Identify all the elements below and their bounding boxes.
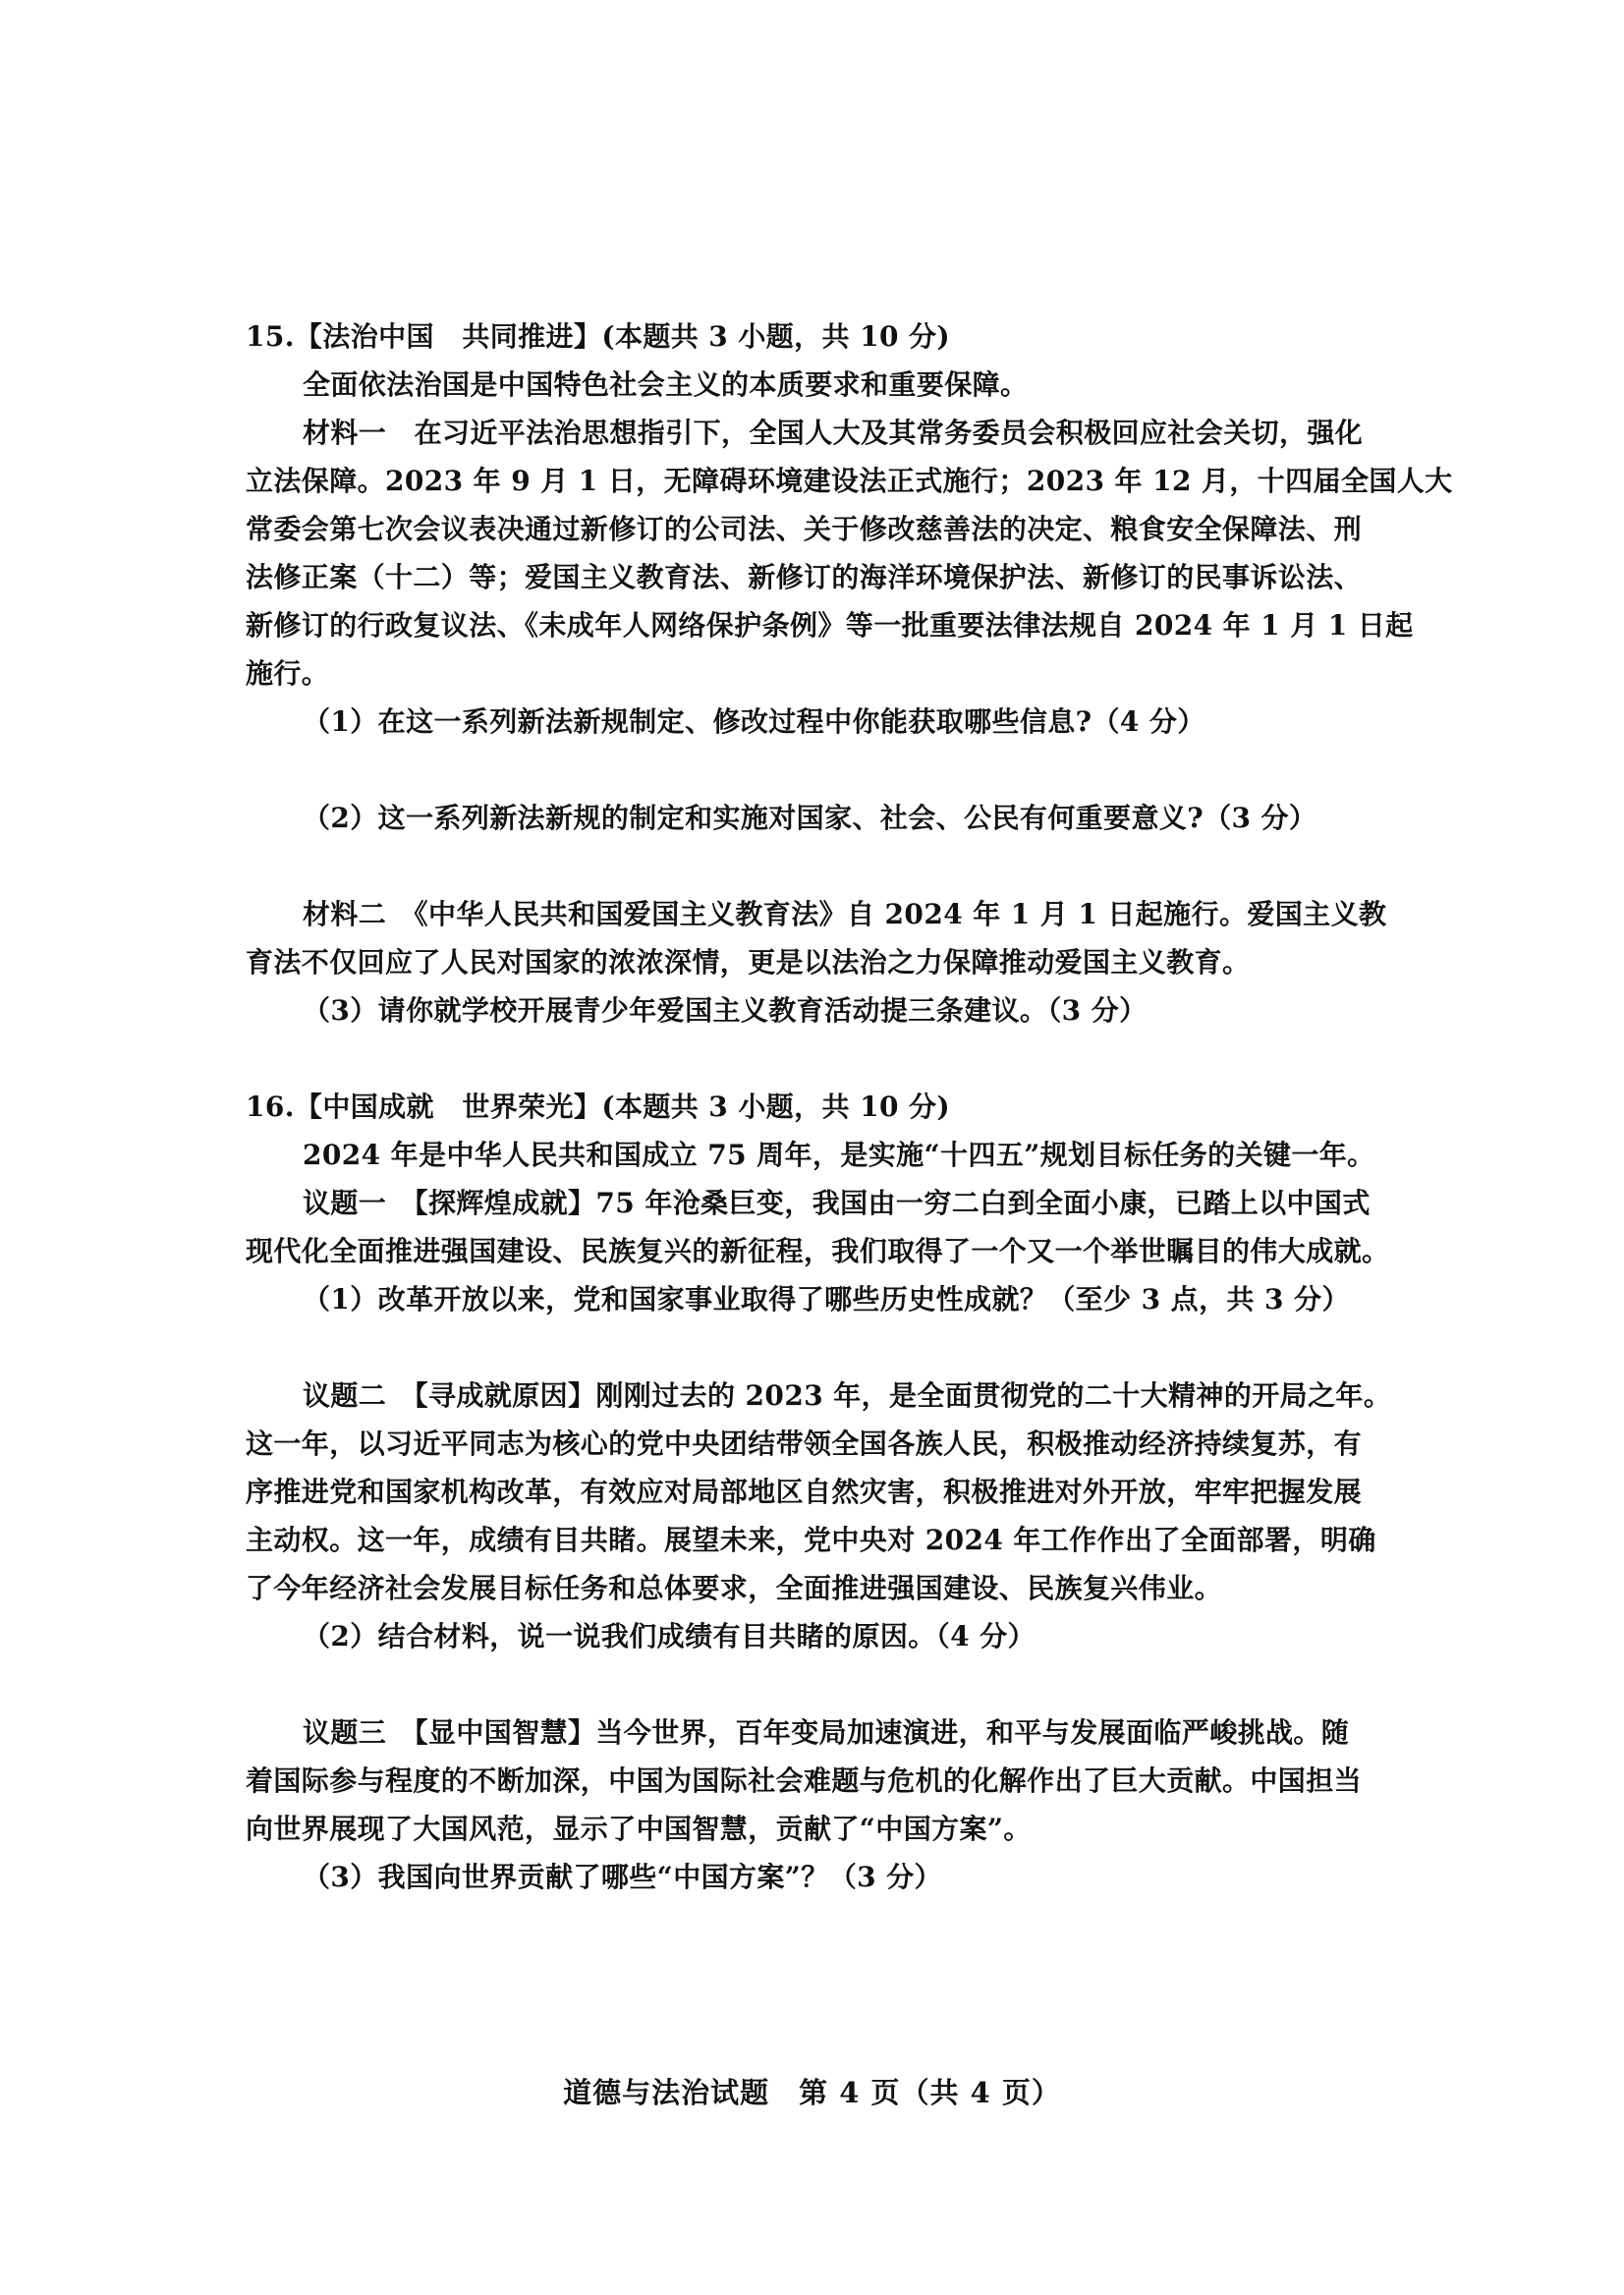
q15-header: 15.【法治中国 共同推进】(本题共 3 小题，共 10 分): [246, 320, 951, 353]
q15-material1-line: 材料一 在习近平法治思想指引下，全国人大及其常务委员会积极回应社会关切，强化: [303, 417, 1364, 449]
answer-space: [246, 842, 1395, 890]
q15-intro: 全面依法治国是中国特色社会主义的本质要求和重要保障。: [303, 368, 1029, 401]
q16-sub-question-2: （2）结合材料，说一说我们成绩有目共睹的原因。（4 分）: [303, 1620, 1036, 1652]
q16-topic1-line: 现代化全面推进强国建设、民族复兴的新征程，我们取得了一个又一个举世瞩目的伟大成就。: [246, 1235, 1390, 1267]
answer-space: [246, 1323, 1395, 1371]
q15-material1-line: 新修订的行政复议法、《未成年人网络保护条例》等一批重要法律法规自 2024 年 1 月 1 日起: [246, 609, 1414, 642]
q15-material2-line: 材料二 《中华人民共和国爱国主义教育法》自 2024 年 1 月 1 日起施行。爱国主义教: [303, 898, 1387, 930]
q16-intro: 2024 年是中华人民共和国成立 75 周年，是实施“十四五”规划目标任务的关键一年。: [303, 1139, 1375, 1171]
q16-sub-question-1: （1）改革开放以来，党和国家事业取得了哪些历史性成就？（至少 3 点，共 3 分）: [303, 1283, 1350, 1315]
q15-material2-line: 育法不仅回应了人民对国家的浓浓深情，更是以法治之力保障推动爱国主义教育。: [246, 946, 1251, 979]
page-footer: 道德与法治试题 第 4 页（共 4 页）: [563, 2076, 1061, 2109]
q16-topic1-line: 议题一 【探辉煌成就】75 年沧桑巨变，我国由一穷二白到全面小康，已踏上以中国式: [303, 1187, 1371, 1219]
q16-header: 16.【中国成就 世界荣光】(本题共 3 小题，共 10 分): [246, 1091, 951, 1123]
q15-material1-line: 常委会第七次会议表决通过新修订的公司法、关于修改慈善法的决定、粮食安全保障法、刑: [246, 513, 1363, 545]
q16-sub-question-3: （3）我国向世界贡献了哪些“中国方案”？（3 分）: [303, 1861, 942, 1893]
page-content: [246, 312, 1453, 1901]
q16-topic2-line: 议题二 【寻成就原因】刚刚过去的 2023 年，是全面贯彻党的二十大精神的开局之年。: [303, 1379, 1392, 1412]
q16-topic2-line: 这一年，以习近平同志为核心的党中央团结带领全国各族人民，积极推动经济持续复苏，有: [246, 1427, 1363, 1460]
q15-sub-question-3: （3）请你就学校开展青少年爱国主义教育活动提三条建议。（3 分）: [303, 994, 1148, 1027]
q16-topic2-line: 了今年经济社会发展目标任务和总体要求，全面推进强国建设、民族复兴伟业。: [246, 1572, 1223, 1604]
q16-topic3-line: 议题三 【显中国智慧】当今世界，百年变局加速演进，和平与发展面临严峻挑战。随: [303, 1716, 1350, 1749]
answer-space: [246, 1035, 1395, 1083]
q15-material1-line: 立法保障。2023 年 9 月 1 日，无障碍环境建设法正式施行；2023 年 12 月，十四届全国人大: [246, 465, 1453, 497]
q15-sub-question-1: （1）在这一系列新法新规制定、修改过程中你能获取哪些信息?（4 分）: [303, 705, 1205, 738]
answer-space: [246, 1660, 1395, 1708]
q15-material1-line: 施行。: [246, 657, 330, 690]
q16-topic2-line: 主动权。这一年，成绩有目共睹。展望未来，党中央对 2024 年工作作出了全面部署，明确: [246, 1524, 1376, 1556]
q16-topic3-line: 向世界展现了大国风范，显示了中国智慧，贡献了“中国方案”。: [246, 1813, 1032, 1845]
answer-space: [246, 746, 1395, 794]
q15-material1-line: 法修正案（十二）等；爱国主义教育法、新修订的海洋环境保护法、新修订的民事诉讼法、: [246, 561, 1363, 593]
q16-topic2-line: 序推进党和国家机构改革，有效应对局部地区自然灾害，积极推进对外开放，牢牢把握发展: [246, 1476, 1363, 1508]
q16-topic3-line: 着国际参与程度的不断加深，中国为国际社会难题与危机的化解作出了巨大贡献。中国担当: [246, 1764, 1363, 1797]
q15-sub-question-2: （2）这一系列新法新规的制定和实施对国家、社会、公民有何重要意义?（3 分）: [303, 802, 1317, 834]
